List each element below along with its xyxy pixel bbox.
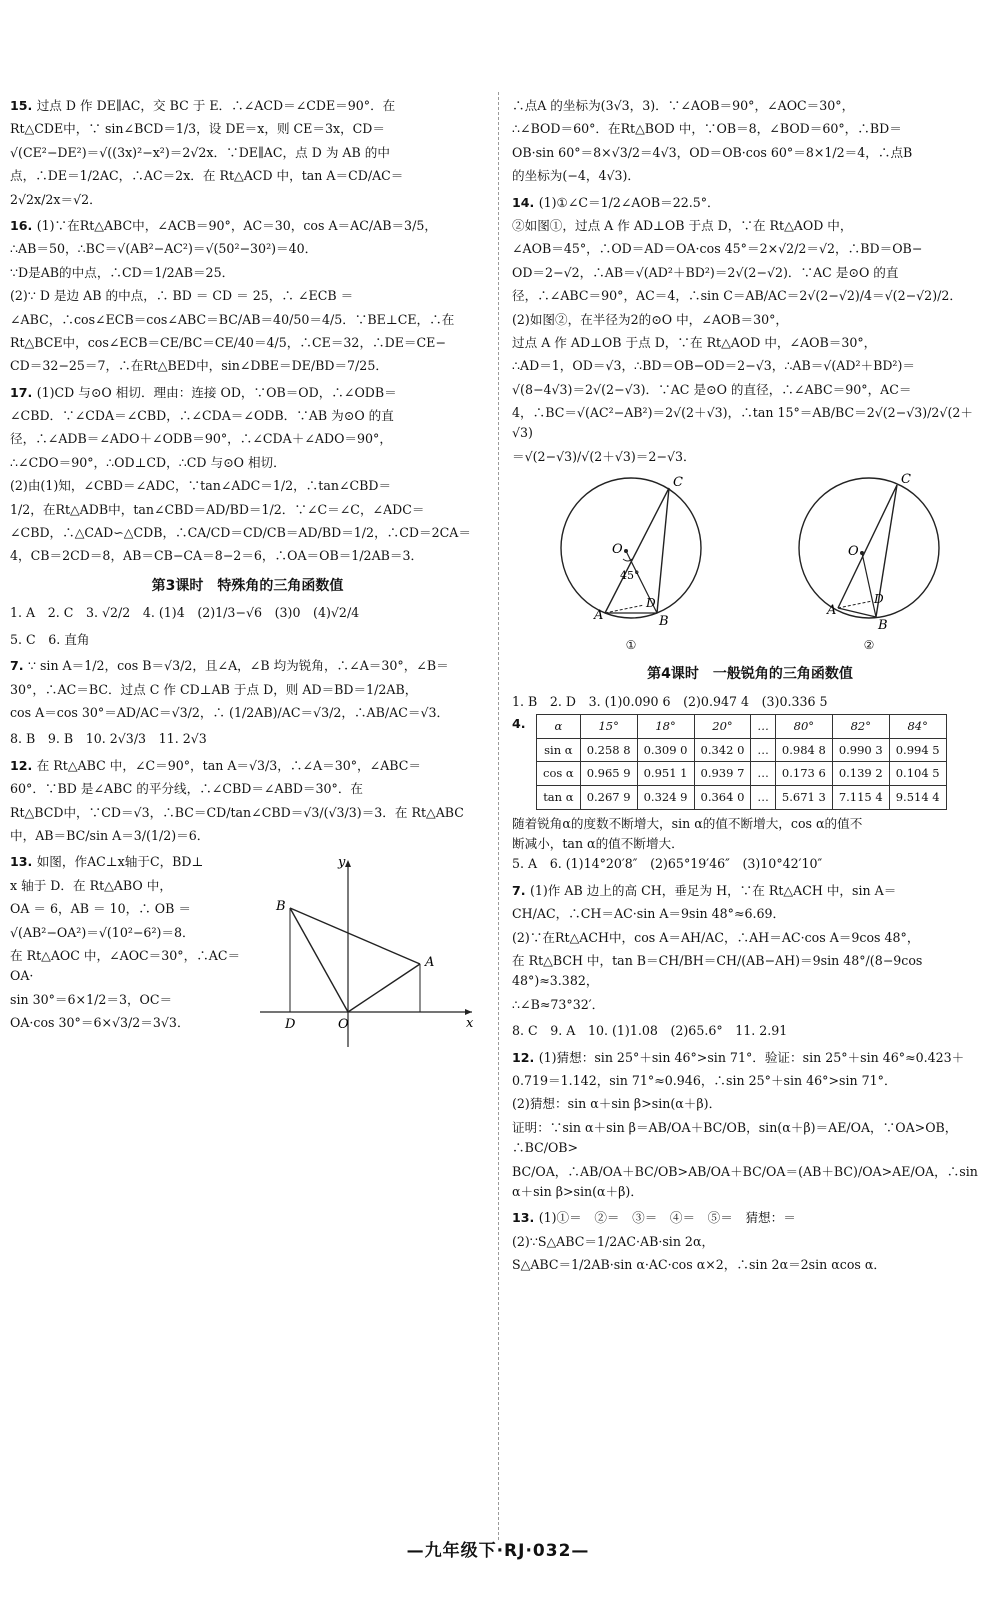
- answer-line: [512, 96, 988, 116]
- answer-text: 在 Rt△AOC 中，∠AOC＝30°，∴AC＝OA·: [10, 947, 241, 984]
- answer-line: [10, 546, 485, 566]
- answer-line: [512, 1071, 988, 1091]
- answer-line: [10, 876, 255, 896]
- answer-line: [512, 403, 988, 444]
- answer-text: √(CE²−DE²)＝√((3x)²−x²)＝2√2x．∵DE∥AC，点 D 为 AB 的中: [10, 144, 390, 160]
- circle-diagram: [794, 473, 944, 633]
- answer-text: ∠AOB＝45°，∴OD＝AD＝OA·cos 45°＝2×√2/2＝√2，∴BD＝OB−: [512, 241, 923, 257]
- answer-text: Rt△BCD中，∵CD＝√3，∴BC＝CD/tan∠CBD＝√3/(√3/3)＝3．在 Rt△ABC: [10, 804, 464, 820]
- item-number: 12.: [10, 757, 37, 773]
- item-number: 7.: [512, 882, 530, 898]
- answer-item: [10, 729, 485, 749]
- answer-text: √(8−4√3)＝2√(2−√3)．∵AC 是⊙O 的直径，∴∠ABC＝90°，AC＝: [512, 381, 912, 397]
- table-header-cell: …: [751, 715, 776, 739]
- answer-item: [512, 1021, 988, 1041]
- answer-item: [512, 1048, 988, 1203]
- answer-line: [512, 447, 988, 467]
- answer-line: [512, 928, 988, 948]
- answer-line: [10, 216, 485, 236]
- table-cell: 0.990 3: [832, 738, 889, 762]
- answer-text: Rt△CDE中，∵ sin∠BCD＝1/3，设 DE＝x，则 CE＝3x，CD＝: [10, 121, 386, 137]
- table-cell: 0.984 8: [775, 738, 832, 762]
- answer-line: [512, 951, 988, 992]
- table-cell: 0.364 0: [694, 786, 751, 810]
- item-13-with-figure: [10, 852, 485, 1033]
- answer-line: [512, 1162, 988, 1203]
- point-a-label: A: [827, 603, 837, 619]
- answer-text: 径，∴∠ABC＝90°，AC＝4，∴sin C＝AB/AC＝2√(2−√2)/4＝√(2−√2)/2．: [512, 288, 962, 304]
- table-header-cell: 84°: [889, 715, 946, 739]
- answer-text: 8. C 9. A 10. (1)1.08 (2)65.6° 11. 2.91: [512, 1023, 788, 1039]
- table-cell: 0.104 5: [889, 762, 946, 786]
- segment-ab: [838, 608, 876, 617]
- answer-line: [10, 356, 485, 376]
- answer-text: CD＝32−25＝7，∴在Rt△BED中，sin∠DBE＝DE/BD＝7/25．: [10, 358, 388, 374]
- table-row: [537, 786, 947, 810]
- point-c-label: C: [673, 475, 683, 491]
- answer-text: OB·sin 60°＝8×√3/2＝4√3，OD＝OB·cos 60°＝8×1/2＝4，∴点B: [512, 144, 913, 160]
- answer-item: [512, 854, 988, 874]
- answer-item: [512, 1208, 988, 1275]
- circle-figures: [512, 473, 988, 655]
- answer-item: [512, 96, 988, 187]
- answer-line: [10, 603, 485, 623]
- answer-text: (2)∵S△ABC＝1/2AC·AB·sin 2α，: [512, 1233, 715, 1249]
- table-cell: …: [751, 786, 776, 810]
- answer-text: Rt△BCE中，cos∠ECB＝CE/BC＝CE/40＝4/5，∴CE＝32，∴DE＝CE−: [10, 334, 446, 350]
- answer-line: [10, 1013, 255, 1033]
- answer-text: 1. A 2. C 3. √2/2 4. (1)4 (2)1/3−√6 (3)0 (4)√2/4: [10, 605, 360, 621]
- answer-text: 60°．∵BD 是∠ABC 的平分线，∴∠CBD＝∠ABD＝30°．在: [10, 781, 364, 797]
- answer-text: 4，CB＝2CD＝8，AB＝CB−CA＝8−2＝6，∴OA＝OB＝1/2AB＝3．: [10, 548, 424, 564]
- point-a-label: A: [425, 955, 435, 971]
- answer-text: OA ＝ 6，AB ＝ 10，∴ OB ＝: [10, 901, 191, 917]
- answer-item: [10, 216, 485, 377]
- answer-text: (1)①＝ ②＝ ③＝ ④＝ ⑤＝ 猜想：＝: [538, 1210, 796, 1226]
- table-header-cell: 20°: [694, 715, 751, 739]
- answer-text: 5. A 6. (1)14°20′8″ (2)65°19′46″ (3)10°42′10″: [512, 856, 823, 872]
- answer-item: [10, 383, 485, 567]
- answer-text: 5. C 6. 直角: [10, 631, 90, 647]
- answer-line: [10, 429, 485, 449]
- answer-item: [10, 852, 255, 1033]
- answer-text: ∴AB＝50，∴BC＝√(AB²−AC²)＝√(50²−30²)＝40．: [10, 241, 318, 257]
- table-cell: sin α: [537, 738, 581, 762]
- answer-line: [10, 680, 485, 700]
- answer-text: 30°，∴AC＝BC．过点 C 作 CD⊥AB 于点 D，则 AD＝BD＝1/2AB，: [10, 681, 418, 697]
- table-cell: …: [751, 738, 776, 762]
- left-column: [10, 96, 485, 1040]
- table-cell: 0.258 8: [580, 738, 637, 762]
- answer-text: sin 30°＝6×1/2＝3，OC＝: [10, 991, 173, 1007]
- answer-line: [10, 523, 485, 543]
- answer-line: [10, 899, 255, 919]
- answer-text: x 轴于 D．在 Rt△ABO 中，: [10, 877, 172, 893]
- answer-text: 4，∴BC＝√(AC²−AB²)＝2√(2＋√3)，∴tan 15°＝AB/BC＝2√(2−√3)/2√(2＋√3): [512, 405, 973, 441]
- point-d-label: D: [874, 592, 884, 607]
- table-cell: 5.671 3: [775, 786, 832, 810]
- table-cell: 0.994 5: [889, 738, 946, 762]
- answer-text: S△ABC＝1/2AB·sin α·AC·cos α×2，∴sin 2α＝2sin αcos α．: [512, 1257, 886, 1273]
- point-b-label: B: [878, 618, 888, 634]
- answer-item: [10, 603, 485, 623]
- point-b-label: B: [659, 614, 669, 630]
- table-note-line: 断减小，tan α的值不断增大．: [512, 836, 684, 852]
- circle-figure-1: [556, 473, 706, 655]
- item-number: 4.: [512, 716, 526, 732]
- answer-text: 1/2，在Rt△ADB中，tan∠CBD＝AD/BD＝1/2．∵∠C＝∠C，∠ADC＝: [10, 501, 425, 517]
- answer-text: (1)作 AB 边上的高 CH，垂足为 H，∵在 Rt△ACH 中，sin A＝: [529, 882, 897, 898]
- answer-text: 证明：∵sin α＋sin β＝AB/OA＋BC/OB，sin(α＋β)＝AE/OA，∵OA>OB，∴BC/OB>: [512, 1119, 958, 1156]
- point-o-label: O: [848, 544, 859, 560]
- table-header-cell: 15°: [580, 715, 637, 739]
- x-label: x: [466, 1016, 474, 1032]
- answer-line: [10, 476, 485, 496]
- point-b-label: B: [276, 899, 286, 915]
- answer-line: [512, 216, 988, 236]
- coordinate-figure: [260, 852, 475, 1058]
- table-header-cell: 80°: [775, 715, 832, 739]
- point-o-label: O: [612, 542, 623, 558]
- answer-line: [10, 166, 485, 186]
- item-number: 13.: [10, 854, 37, 870]
- answer-text: 点，∴DE＝1/2AC，∴AC＝2x．在 Rt△ACD 中，tan A＝CD/AC＝: [10, 168, 404, 184]
- table-cell: …: [751, 762, 776, 786]
- answer-item: [10, 656, 485, 723]
- answer-text: ∴∠B≈73°32′．: [512, 996, 605, 1012]
- answer-line: [512, 239, 988, 259]
- answer-text: ②如图①，过点 A 作 AD⊥OB 于点 D，∵在 Rt△AOD 中，: [512, 217, 853, 233]
- answer-text: OA·cos 30°＝6×√3/2＝3√3．: [10, 1015, 190, 1031]
- table-cell: 0.965 9: [580, 762, 637, 786]
- answer-text: 过点 D 作 DE∥AC，交 BC 于 E．∴∠ACD＝∠CDE＝90°．在: [36, 98, 396, 113]
- segment-bo: [290, 908, 348, 1012]
- table-cell: 0.939 7: [694, 762, 751, 786]
- answer-line: [512, 1094, 988, 1114]
- answer-text: cos A＝cos 30°＝AD/AC＝√3/2，∴ (1/2AB)/AC＝√3/2，∴AB/AC＝√3．: [10, 705, 450, 721]
- answer-text: (2)猜想：sin α＋sin β>sin(α＋β)．: [512, 1096, 722, 1112]
- answer-item: [512, 193, 988, 468]
- circle-figure-2: [794, 473, 944, 655]
- table-cell: 0.309 0: [637, 738, 694, 762]
- answer-line: [10, 383, 485, 403]
- point-c-label: C: [901, 473, 911, 488]
- answer-text: (1)①∠C＝1/2∠AOB＝22.5°．: [538, 194, 720, 210]
- answer-line: [512, 1118, 988, 1159]
- table-header-cell: 82°: [832, 715, 889, 739]
- answer-text: ∠CBD，∴△CAD∽△CDB，∴CA/CD＝CD/CB＝AD/BD＝1/2，∴CD＝2CA＝: [10, 525, 471, 541]
- point-d-label: D: [285, 1017, 296, 1033]
- circle-diagram: [556, 473, 706, 633]
- item-13-text: [10, 852, 255, 1033]
- answer-text: 径，∴∠ADB＝∠ADO＋∠ODB＝90°，∴∠CDA＋∠ADO＝90°，: [10, 431, 392, 447]
- coordinate-diagram: [260, 852, 475, 1052]
- table-header-cell: 18°: [637, 715, 694, 739]
- figure-label: ②: [863, 637, 875, 652]
- answer-text: 在 Rt△BCH 中，tan B＝CH/BH＝CH/(AB−AH)＝9sin 48°/(8−9cos 48°)≈3.382，: [512, 952, 923, 989]
- table-header-cell: α: [537, 715, 581, 739]
- answer-text: ∵D是AB的中点，∴CD＝1/2AB＝25．: [10, 264, 235, 280]
- item-number: 12.: [512, 1049, 539, 1065]
- table-cell: cos α: [537, 762, 581, 786]
- answer-line: [512, 380, 988, 400]
- table-cell: 0.267 9: [580, 786, 637, 810]
- segment-ca: [838, 485, 897, 608]
- answer-text: (2)如图②，在半径为2的⊙O 中，∠AOB＝30°，: [512, 311, 788, 327]
- right-column: [512, 96, 988, 1281]
- table-cell: 9.514 4: [889, 786, 946, 810]
- answer-text: 中，AB＝BC/sin A＝3/(1/2)＝6．: [10, 828, 210, 843]
- answer-text: CH/AC，∴CH＝AC·sin A＝9sin 48°≈6.69．: [512, 906, 786, 922]
- segment-ad: [838, 601, 872, 608]
- segment-ab: [290, 908, 420, 964]
- point-d-label: D: [646, 596, 656, 611]
- answer-line: [10, 923, 255, 943]
- answer-text: (2)∵在Rt△ACH中，cos A＝AH/AC，∴AH＝AC·cos A＝9cos 48°，: [512, 929, 920, 945]
- answer-text: ∵ sin A＝1/2，cos B＝√3/2，且∠A，∠B 均为锐角，∴∠A＝30°，∠B＝: [27, 658, 449, 674]
- item-number: 16.: [10, 217, 37, 233]
- answer-line: [10, 119, 485, 139]
- table-cell: tan α: [537, 786, 581, 810]
- answer-text: (2)∵ D 是边 AB 的中点，∴ BD ＝ CD ＝ 25，∴ ∠ECB ＝: [10, 288, 354, 304]
- segment-oa: [348, 964, 420, 1012]
- answer-line: [10, 406, 485, 426]
- answer-text: (1)∵在Rt△ABC中，∠ACB＝90°，AC＝30，cos A＝AC/AB＝3/5，: [36, 217, 437, 233]
- answer-line: [512, 310, 988, 330]
- table-row: [537, 738, 947, 762]
- center-point: [624, 549, 628, 553]
- section-title-3: 第3课时 特殊角的三角函数值: [151, 577, 344, 594]
- table-cell: 0.139 2: [832, 762, 889, 786]
- answer-line: [512, 1255, 988, 1275]
- table-cell: 7.115 4: [832, 786, 889, 810]
- angle-label: 45°: [620, 569, 640, 583]
- answer-text: ∠ABC，∴cos∠ECB＝cos∠ABC＝BC/AB＝40/50＝4/5．∵BE⊥CE，∴在: [10, 311, 455, 327]
- answer-text: ∴AD＝1，OD＝√3，∴BD＝OB−OD＝2−√3，∴AB＝√(AD²＋BD²)＝: [512, 358, 915, 374]
- answer-line: [10, 703, 485, 723]
- answer-line: [10, 190, 485, 210]
- answer-line: [512, 356, 988, 376]
- answer-line: [10, 826, 485, 846]
- table-row: [537, 762, 947, 786]
- answer-item: [10, 630, 485, 650]
- answer-line: [10, 263, 485, 283]
- section4-answers-line: 1. B 2. D 3. (1)0.090 6 (2)0.947 4 (3)0.336 5: [512, 693, 828, 709]
- answer-line: [10, 946, 255, 987]
- answer-line: [10, 756, 485, 776]
- answer-text: ∴∠CDO＝90°，∴OD⊥CD，∴CD 与⊙O 相切．: [10, 454, 286, 470]
- answer-text: 0.719＝1.142，sin 71°≈0.946，∴sin 25°＋sin 46°>sin 71°．: [512, 1072, 897, 1088]
- answer-line: [512, 263, 988, 283]
- answer-text: BC/OA，∴AB/OA＋BC/OB>AB/OA＋BC/OA＝(AB＋BC)/OA>AE/OA，∴sin α＋sin β>sin(α＋β)．: [512, 1163, 978, 1199]
- answer-line: [10, 143, 485, 163]
- table-note-line: 随着锐角α的度数不断增大，sin α的值不断增大，cos α的值不: [512, 815, 863, 831]
- answer-text: ＝√(2−√3)/√(2＋√3)＝2−√3．: [512, 448, 696, 464]
- answer-text: 8. B 9. B 10. 2√3/3 11. 2√3: [10, 731, 207, 747]
- item-number: 17.: [10, 384, 37, 400]
- circle-o: [799, 478, 939, 618]
- answer-line: [10, 96, 485, 116]
- answer-text: 在 Rt△ABC 中，∠C＝90°，tan A＝√3/3，∴∠A＝30°，∠ABC＝: [36, 757, 422, 773]
- table-header-row: [537, 715, 947, 739]
- answer-text: ∠CBD．∵∠CDA＝∠CBD，∴∠CDA＝∠ODB．∵AB 为⊙O 的直: [10, 408, 394, 424]
- answer-line: [10, 239, 485, 259]
- table-cell: 0.173 6: [775, 762, 832, 786]
- answer-line: [512, 286, 988, 306]
- item-number: 14.: [512, 194, 539, 210]
- answer-text: OD＝2−√2，∴AB＝√(AD²＋BD²)＝2√(2−√2)．∵AC 是⊙O 的直: [512, 264, 899, 280]
- answer-line: [10, 656, 485, 676]
- segment-ob: [862, 553, 876, 617]
- answer-line: [10, 852, 255, 872]
- answer-line: [512, 1232, 988, 1252]
- center-point: [860, 551, 864, 555]
- answer-line: [512, 333, 988, 353]
- x-axis-arrow: [465, 1009, 472, 1015]
- answer-line: [10, 729, 485, 749]
- point-a-label: A: [594, 608, 604, 624]
- answer-line: [512, 193, 988, 213]
- point-o-label: O: [338, 1017, 349, 1033]
- segment-ad: [605, 605, 644, 613]
- answer-text: ∴点A 的坐标为(3√3，3)．∵∠AOB＝90°，∠AOC＝30°，: [512, 98, 855, 113]
- answer-line: [512, 881, 988, 901]
- answer-text: 的坐标为(−4，4√3)．: [512, 168, 641, 184]
- answer-line: [10, 779, 485, 799]
- item-number: 13.: [512, 1210, 539, 1226]
- answer-line: [512, 1021, 988, 1041]
- column-divider: [498, 92, 499, 1540]
- answer-line: [512, 1208, 988, 1228]
- answer-line: [512, 1048, 988, 1068]
- answer-line: [512, 854, 988, 874]
- circle-o: [561, 478, 701, 618]
- table-cell: 0.951 1: [637, 762, 694, 786]
- answer-line: [10, 310, 485, 330]
- answer-line: [10, 286, 485, 306]
- answer-line: [512, 119, 988, 139]
- answer-line: [10, 333, 485, 353]
- answer-line: [10, 630, 485, 650]
- answer-line: [512, 904, 988, 924]
- answer-item: [10, 756, 485, 847]
- answer-text: 2√2x/2x＝√2．: [10, 191, 102, 207]
- answer-text: 过点 A 作 AD⊥OB 于点 D，∵在 Rt△AOD 中，∠AOB＝30°，: [512, 334, 877, 350]
- item-number: 15.: [10, 98, 37, 113]
- answer-text: (1)CD 与⊙O 相切．理由：连接 OD，∵OB＝OD，∴∠ODB＝: [36, 384, 397, 400]
- answer-line: [512, 995, 988, 1015]
- y-label: y: [338, 855, 346, 871]
- section-title-4: 第4课时 一般锐角的三角函数值: [647, 666, 853, 683]
- answer-text: √(AB²−OA²)＝√(10²−6²)＝8．: [10, 924, 195, 940]
- answer-text: (2)由(1)知，∠CBD＝∠ADC，∵tan∠ADC＝1/2，∴tan∠CBD＝: [10, 478, 392, 494]
- answer-line: [10, 803, 485, 823]
- answer-line: [10, 453, 485, 473]
- answer-text: (1)猜想：sin 25°＋sin 46°>sin 71°．验证：sin 25°＋sin 46°≈0.423＋: [538, 1049, 965, 1065]
- answer-line: [10, 500, 485, 520]
- figure-label: ①: [625, 637, 637, 652]
- answer-item: [10, 96, 485, 210]
- answer-line: [512, 166, 988, 186]
- answer-text: 如图，作AC⊥x轴于C，BD⊥: [36, 854, 204, 870]
- table-cell: 0.324 9: [637, 786, 694, 810]
- item-number: 7.: [10, 658, 28, 674]
- item-4-table-wrap: [512, 714, 988, 810]
- y-axis-arrow: [345, 860, 351, 867]
- answer-item: [512, 881, 988, 1015]
- page-footer: —九年级下·RJ·032—: [406, 1541, 590, 1561]
- table-cell: 0.342 0: [694, 738, 751, 762]
- answer-line: [512, 143, 988, 163]
- answer-line: [10, 990, 255, 1010]
- trig-values-table: [536, 714, 947, 810]
- answer-text: ∴∠BOD＝60°．在Rt△BOD 中，∵OB＝8，∠BOD＝60°，∴BD＝: [512, 121, 902, 137]
